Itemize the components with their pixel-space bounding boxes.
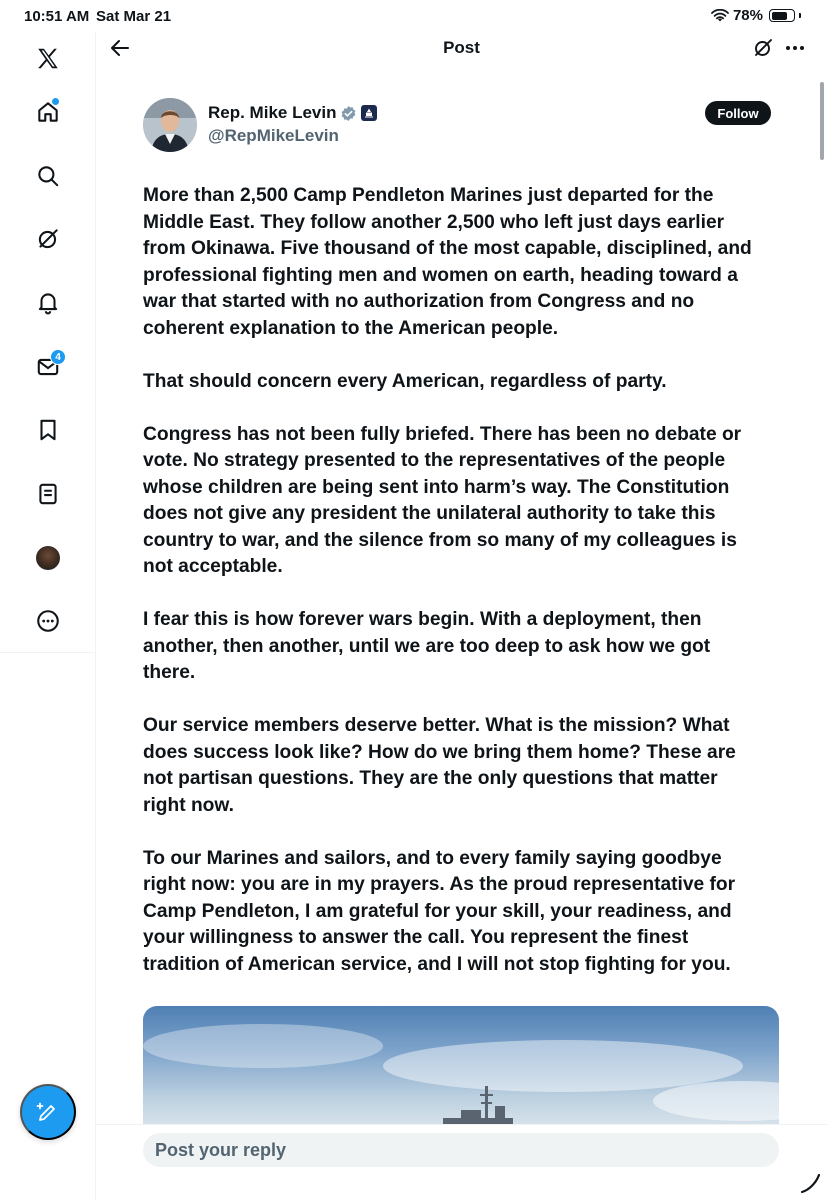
battery-percent: 78%	[732, 7, 763, 24]
author-photo	[143, 98, 197, 152]
author-name-row	[208, 103, 377, 123]
post-paragraph: I fear this is how forever wars begin. With a deployment, then another, then another, until we are too deep to ask how we got there.	[143, 609, 711, 683]
lists-icon[interactable]	[30, 476, 66, 512]
post-paragraph: That should concern every American, regardless of party.	[143, 370, 667, 392]
compose-plus-icon	[36, 1100, 60, 1124]
more-icon[interactable]	[30, 603, 66, 639]
post-image[interactable]	[143, 1006, 779, 1136]
author-avatar[interactable]	[143, 98, 197, 152]
grok-icon[interactable]	[30, 221, 66, 257]
author-name[interactable]: Rep. Mike Levin	[208, 103, 337, 122]
verified-badge-icon[interactable]	[340, 105, 357, 122]
status-bar	[0, 0, 827, 32]
author-handle[interactable]: @RepMikeLevin	[208, 126, 339, 145]
notifications-icon[interactable]	[30, 284, 66, 320]
status-time: 10:51 AM	[24, 8, 90, 25]
status-right	[711, 7, 801, 24]
profile-avatar-image	[36, 546, 60, 570]
messages-icon[interactable]	[30, 349, 66, 385]
status-date: Sat Mar 21	[96, 8, 172, 25]
battery-icon	[769, 9, 795, 22]
battery-nub	[799, 13, 801, 18]
post-paragraph: More than 2,500 Camp Pendleton Marines just departed for the Middle East. They follow another 2,500 who left just days earlier from Okinawa. Five thousand of the most capable, disciplined, and professional fighting men and women on earth, heading toward a war that started with no authorization from Congress and no coherent explanation to the American people.	[143, 185, 752, 339]
reply-input[interactable]	[143, 1133, 779, 1167]
scrollbar[interactable]	[820, 82, 824, 160]
messages-badge: 4	[50, 349, 66, 365]
x-logo-icon[interactable]	[30, 41, 66, 77]
grok-icon[interactable]	[751, 36, 775, 60]
post-header	[96, 32, 827, 66]
reply-bar	[96, 1124, 827, 1200]
profile-avatar[interactable]	[30, 540, 66, 576]
ship-photo	[143, 1006, 779, 1136]
more-options-icon[interactable]	[783, 36, 807, 60]
post-paragraph: Our service members deserve better. What is the mission? What does success look like? How do we bring them home? These are not partisan questions. They are the only questions that matter right now.	[143, 715, 736, 816]
battery-fill	[772, 12, 788, 20]
pencil-edge-icon	[799, 1172, 821, 1194]
post-paragraph: Congress has not been fully briefed. There has been no debate or vote. No strategy presented to the representatives of the people whose children are being sent into harm’s way. The Constitution does not give any president the unilateral authority to take this country to war, and the silence from so many of my colleagues is not acceptable.	[143, 423, 742, 577]
affiliation-capitol-icon[interactable]	[361, 105, 377, 121]
follow-button[interactable]: Follow	[705, 101, 771, 125]
post-text	[143, 183, 783, 1005]
compose-post-button[interactable]	[20, 1084, 76, 1140]
post-paragraph: To our Marines and sailors, and to every family saying goodbye right now: you are in my prayers. As the proud representative for Camp Pendleton, I am grateful for your skill, your readiness, and your willingness to answer the call. You represent the finest tradition of American service, and I will not stop fighting for you.	[143, 847, 736, 975]
sidebar-nav	[0, 32, 96, 1200]
home-icon[interactable]	[30, 94, 66, 130]
home-notification-dot	[52, 98, 59, 105]
sidebar-divider	[0, 652, 96, 653]
bookmarks-icon[interactable]	[30, 412, 66, 448]
wifi-icon	[711, 9, 729, 23]
search-icon[interactable]	[30, 158, 66, 194]
page-title: Post	[443, 38, 480, 57]
